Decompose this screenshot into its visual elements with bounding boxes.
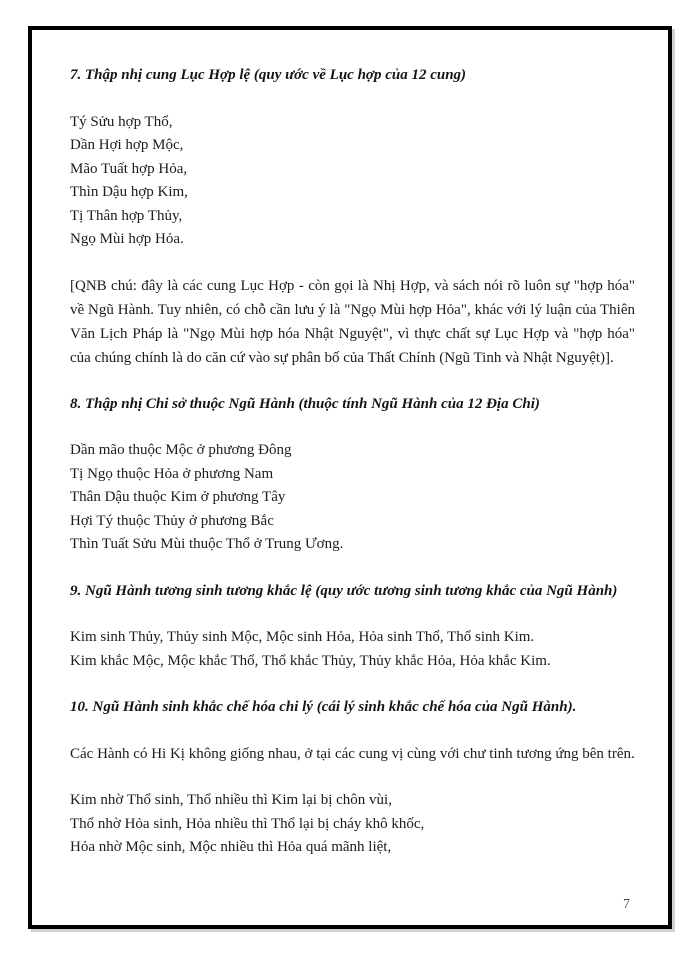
text-line: Dần Hợi hợp Mộc, xyxy=(70,137,184,153)
text-line: Kim sinh Thủy, Thủy sinh Mộc, Mộc sinh Hỏa, Hỏa sinh Thổ, Thổ sinh Kim. xyxy=(70,629,535,645)
page-number: 7 xyxy=(623,897,630,912)
text-line: Tị Ngọ thuộc Hỏa ở phương Nam xyxy=(70,465,274,482)
text-line: Kim khắc Mộc, Mộc khắc Thổ, Thổ khắc Thủy, Thủy khắc Hỏa, Hỏa khắc Kim. xyxy=(70,652,551,669)
text-line: Thìn Dậu hợp Kim, xyxy=(70,184,188,200)
section-8-list xyxy=(70,439,635,557)
section-9-list xyxy=(70,626,635,673)
qnb-note-paragraph: [QNB chú: đây là các cung Lục Hợp - còn gọi là Nhị Hợp, và sách nói rõ luôn sự "hợp hóa" về Ngũ Hành. Tuy nhiên, có chỗ cần lưu ý là "Ngọ Mùi hợp Hỏa", khác với lý luận của Thiên Văn Lịch Pháp là "Ngọ Mùi hợp hóa Nhật Nguyệt", vì thực chất sự Lục Hợp và "hợp hóa" của chúng chính là do căn cứ vào sự phân bố của Thất Chính (Ngũ Tinh và Nhật Nguyệt)]. xyxy=(70,277,635,366)
text-line: Kim nhờ Thổ sinh, Thổ nhiều thì Kim lại bị chôn vùi, xyxy=(70,792,392,808)
text-line: Ngọ Mùi hợp Hỏa. xyxy=(70,231,184,247)
section-10-list xyxy=(70,789,635,860)
text-line: Thìn Tuất Sửu Mùi thuộc Thổ ở Trung Ương. xyxy=(70,536,344,552)
text-line: Hỏa nhờ Mộc sinh, Mộc nhiều thì Hỏa quá mãnh liệt, xyxy=(70,839,392,855)
section-7-list xyxy=(70,111,635,252)
text-line: Tị Thân hợp Thủy, xyxy=(70,207,183,224)
section-7-heading: 7. Thập nhị cung Lục Hợp lệ (quy ước về Lục hợp của 12 cung) xyxy=(70,67,467,83)
text-line: Hợi Tý thuộc Thủy ở phương Bắc xyxy=(70,512,274,529)
document-page-frame xyxy=(28,26,672,929)
text-line: Thổ nhờ Hỏa sinh, Hỏa nhiều thì Thổ lại bị cháy khô khốc, xyxy=(70,815,425,832)
section-10-heading: 10. Ngũ Hành sinh khắc chế hóa chi lý (cái lý sinh khắc chế hóa của Ngũ Hành). xyxy=(70,699,577,715)
text-line: Tý Sửu hợp Thổ, xyxy=(70,113,173,130)
text-line: Dần mão thuộc Mộc ở phương Đông xyxy=(70,442,292,458)
text-line: Thân Dậu thuộc Kim ở phương Tây xyxy=(70,489,286,505)
section-8-heading: 8. Thập nhị Chi sở thuộc Ngũ Hành (thuộc tính Ngũ Hành của 12 Địa Chi) xyxy=(70,395,540,412)
section-10-intro: Các Hành có Hi Kị không giống nhau, ở tại các cung vị cùng với chư tinh tương ứng bên trên. xyxy=(70,745,635,762)
section-9-heading: 9. Ngũ Hành tương sinh tương khắc lệ (quy ước tương sinh tương khắc của Ngũ Hành) xyxy=(70,582,618,599)
document-content xyxy=(32,30,668,860)
text-line: Mão Tuất hợp Hỏa, xyxy=(70,160,188,177)
